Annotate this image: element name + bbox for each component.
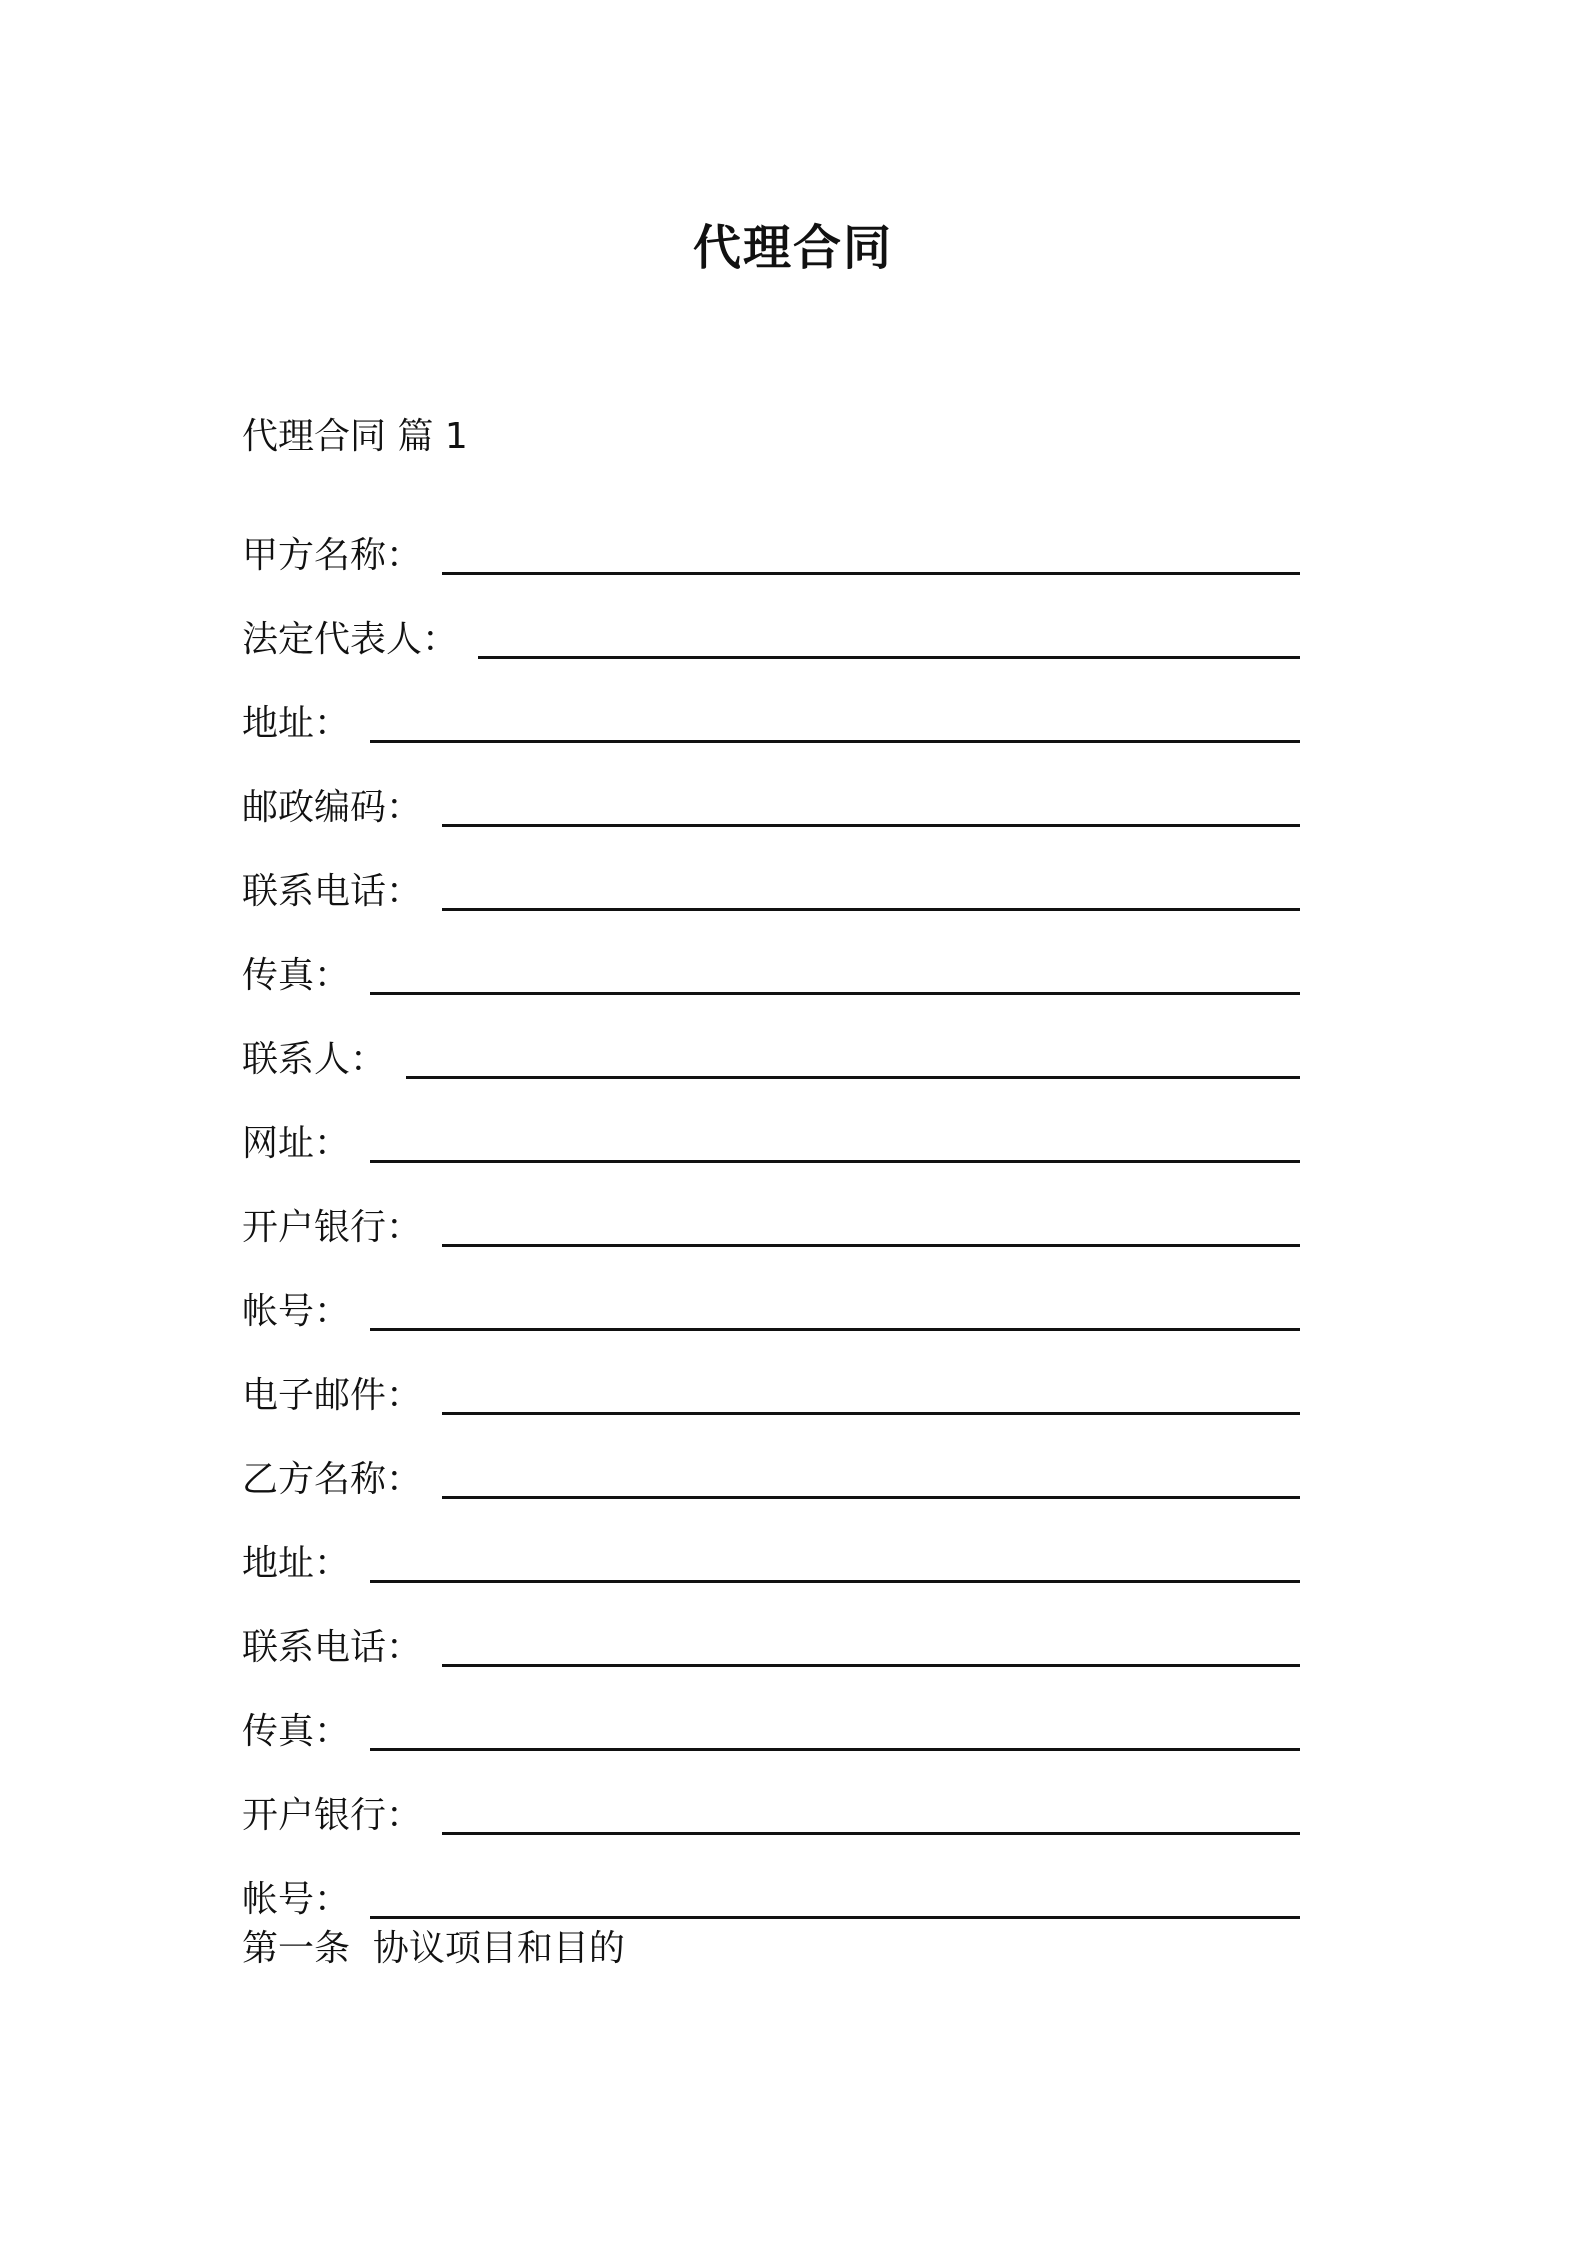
clause-heading: 第一条 协议项目和目的	[242, 1928, 625, 1969]
field-label: 帐号：	[242, 1879, 351, 1920]
blank-line	[370, 992, 1300, 995]
field-email	[242, 1337, 1312, 1421]
section-heading: 代理合同 篇 1	[242, 416, 468, 457]
field-website	[242, 1085, 1312, 1169]
field-label: 邮政编码：	[242, 787, 423, 828]
blank-line	[442, 1832, 1300, 1835]
field-contact-person	[242, 1001, 1312, 1085]
field-label: 乙方名称：	[242, 1459, 423, 1500]
blank-line	[442, 1496, 1300, 1499]
field-party-a-name	[242, 497, 1312, 581]
field-label: 开户银行：	[242, 1795, 423, 1836]
field-party-b-fax	[242, 1673, 1312, 1757]
field-label: 地址：	[242, 703, 351, 744]
blank-line	[370, 1748, 1300, 1751]
field-legal-representative	[242, 581, 1312, 665]
field-party-b-account	[242, 1841, 1312, 1925]
field-label: 法定代表人：	[242, 619, 459, 660]
blank-line	[370, 1916, 1300, 1919]
field-label: 地址：	[242, 1543, 351, 1584]
field-party-a-address	[242, 665, 1312, 749]
field-party-a-fax	[242, 917, 1312, 1001]
blank-line	[406, 1076, 1300, 1079]
field-label: 电子邮件：	[242, 1375, 423, 1416]
field-label: 开户银行：	[242, 1207, 423, 1248]
blank-line	[442, 908, 1300, 911]
document-title: 代理合同	[692, 220, 893, 276]
field-party-a-phone	[242, 833, 1312, 917]
field-party-a-account	[242, 1253, 1312, 1337]
blank-line	[370, 740, 1300, 743]
blank-line	[442, 1664, 1300, 1667]
field-party-a-bank	[242, 1169, 1312, 1253]
field-label: 帐号：	[242, 1291, 351, 1332]
blank-line	[370, 1580, 1300, 1583]
blank-line	[442, 1412, 1300, 1415]
field-party-b-address	[242, 1505, 1312, 1589]
blank-line	[370, 1328, 1300, 1331]
field-party-b-name	[242, 1421, 1312, 1505]
field-label: 联系人：	[242, 1039, 387, 1080]
field-label: 联系电话：	[242, 871, 423, 912]
field-party-b-phone	[242, 1589, 1312, 1673]
field-postal-code	[242, 749, 1312, 833]
field-label: 甲方名称：	[242, 535, 423, 576]
blank-line	[478, 656, 1300, 659]
field-party-b-bank	[242, 1757, 1312, 1841]
blank-line	[442, 1244, 1300, 1247]
field-label: 传真：	[242, 1711, 351, 1752]
blank-line	[442, 824, 1300, 827]
field-label: 传真：	[242, 955, 351, 996]
field-label: 联系电话：	[242, 1627, 423, 1668]
blank-line	[370, 1160, 1300, 1163]
field-label: 网址：	[242, 1123, 351, 1164]
party-info-fields	[242, 497, 1312, 1925]
blank-line	[442, 572, 1300, 575]
